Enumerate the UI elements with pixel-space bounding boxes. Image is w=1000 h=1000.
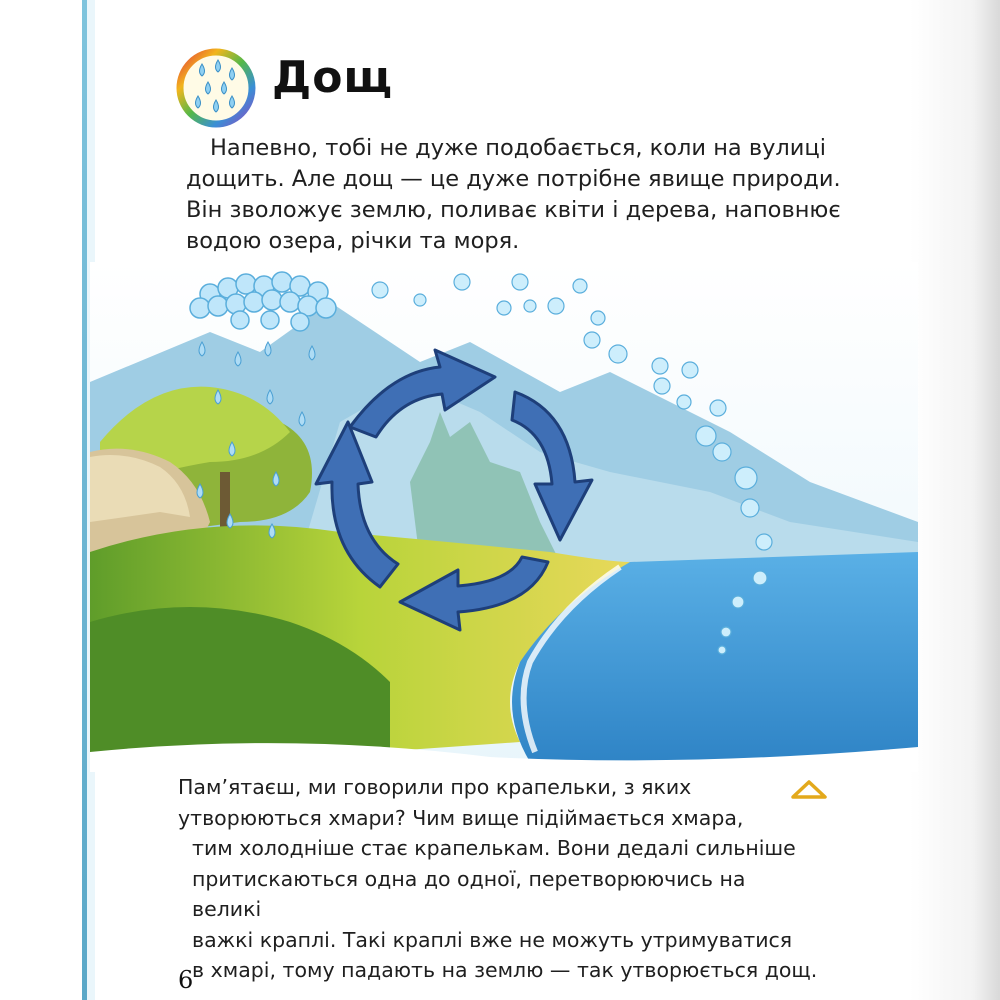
body-line: притискаються одна до одної, перетворюючись на великі: [192, 866, 746, 921]
body-line: утворюються хмари? Чим вище підіймається хмара,: [178, 805, 744, 830]
body-paragraph: [178, 772, 818, 986]
intro-text: Напевно, тобі не дуже подобається, коли на вулиці дощить. Але дощ — це дуже потрібне явище природи. Він зволожує землю, поливає квіти і дерева, наповнює водою озера, річки та моря.: [186, 135, 841, 254]
body-line: Пам’ятаєш, ми говорили про крапельки, з яких: [178, 775, 692, 799]
water-cycle-illustration: [90, 262, 918, 772]
body-line: в хмарі, тому падають на землю — так утворюється дощ.: [192, 958, 818, 982]
page-title: Дощ: [272, 52, 394, 103]
page-edge-shadow: [910, 0, 1000, 1000]
body-line: важкі краплі. Такі краплі вже не можуть утримуватися: [192, 927, 793, 952]
intro-paragraph: [186, 133, 846, 257]
triangle-icon: [790, 778, 828, 800]
body-line: тим холодніше стає крапелькам. Вони дедалі сильніше: [192, 836, 796, 860]
rain-drops-icon: [172, 46, 258, 132]
book-spine: [0, 0, 95, 1000]
page-number: 6: [178, 966, 194, 994]
